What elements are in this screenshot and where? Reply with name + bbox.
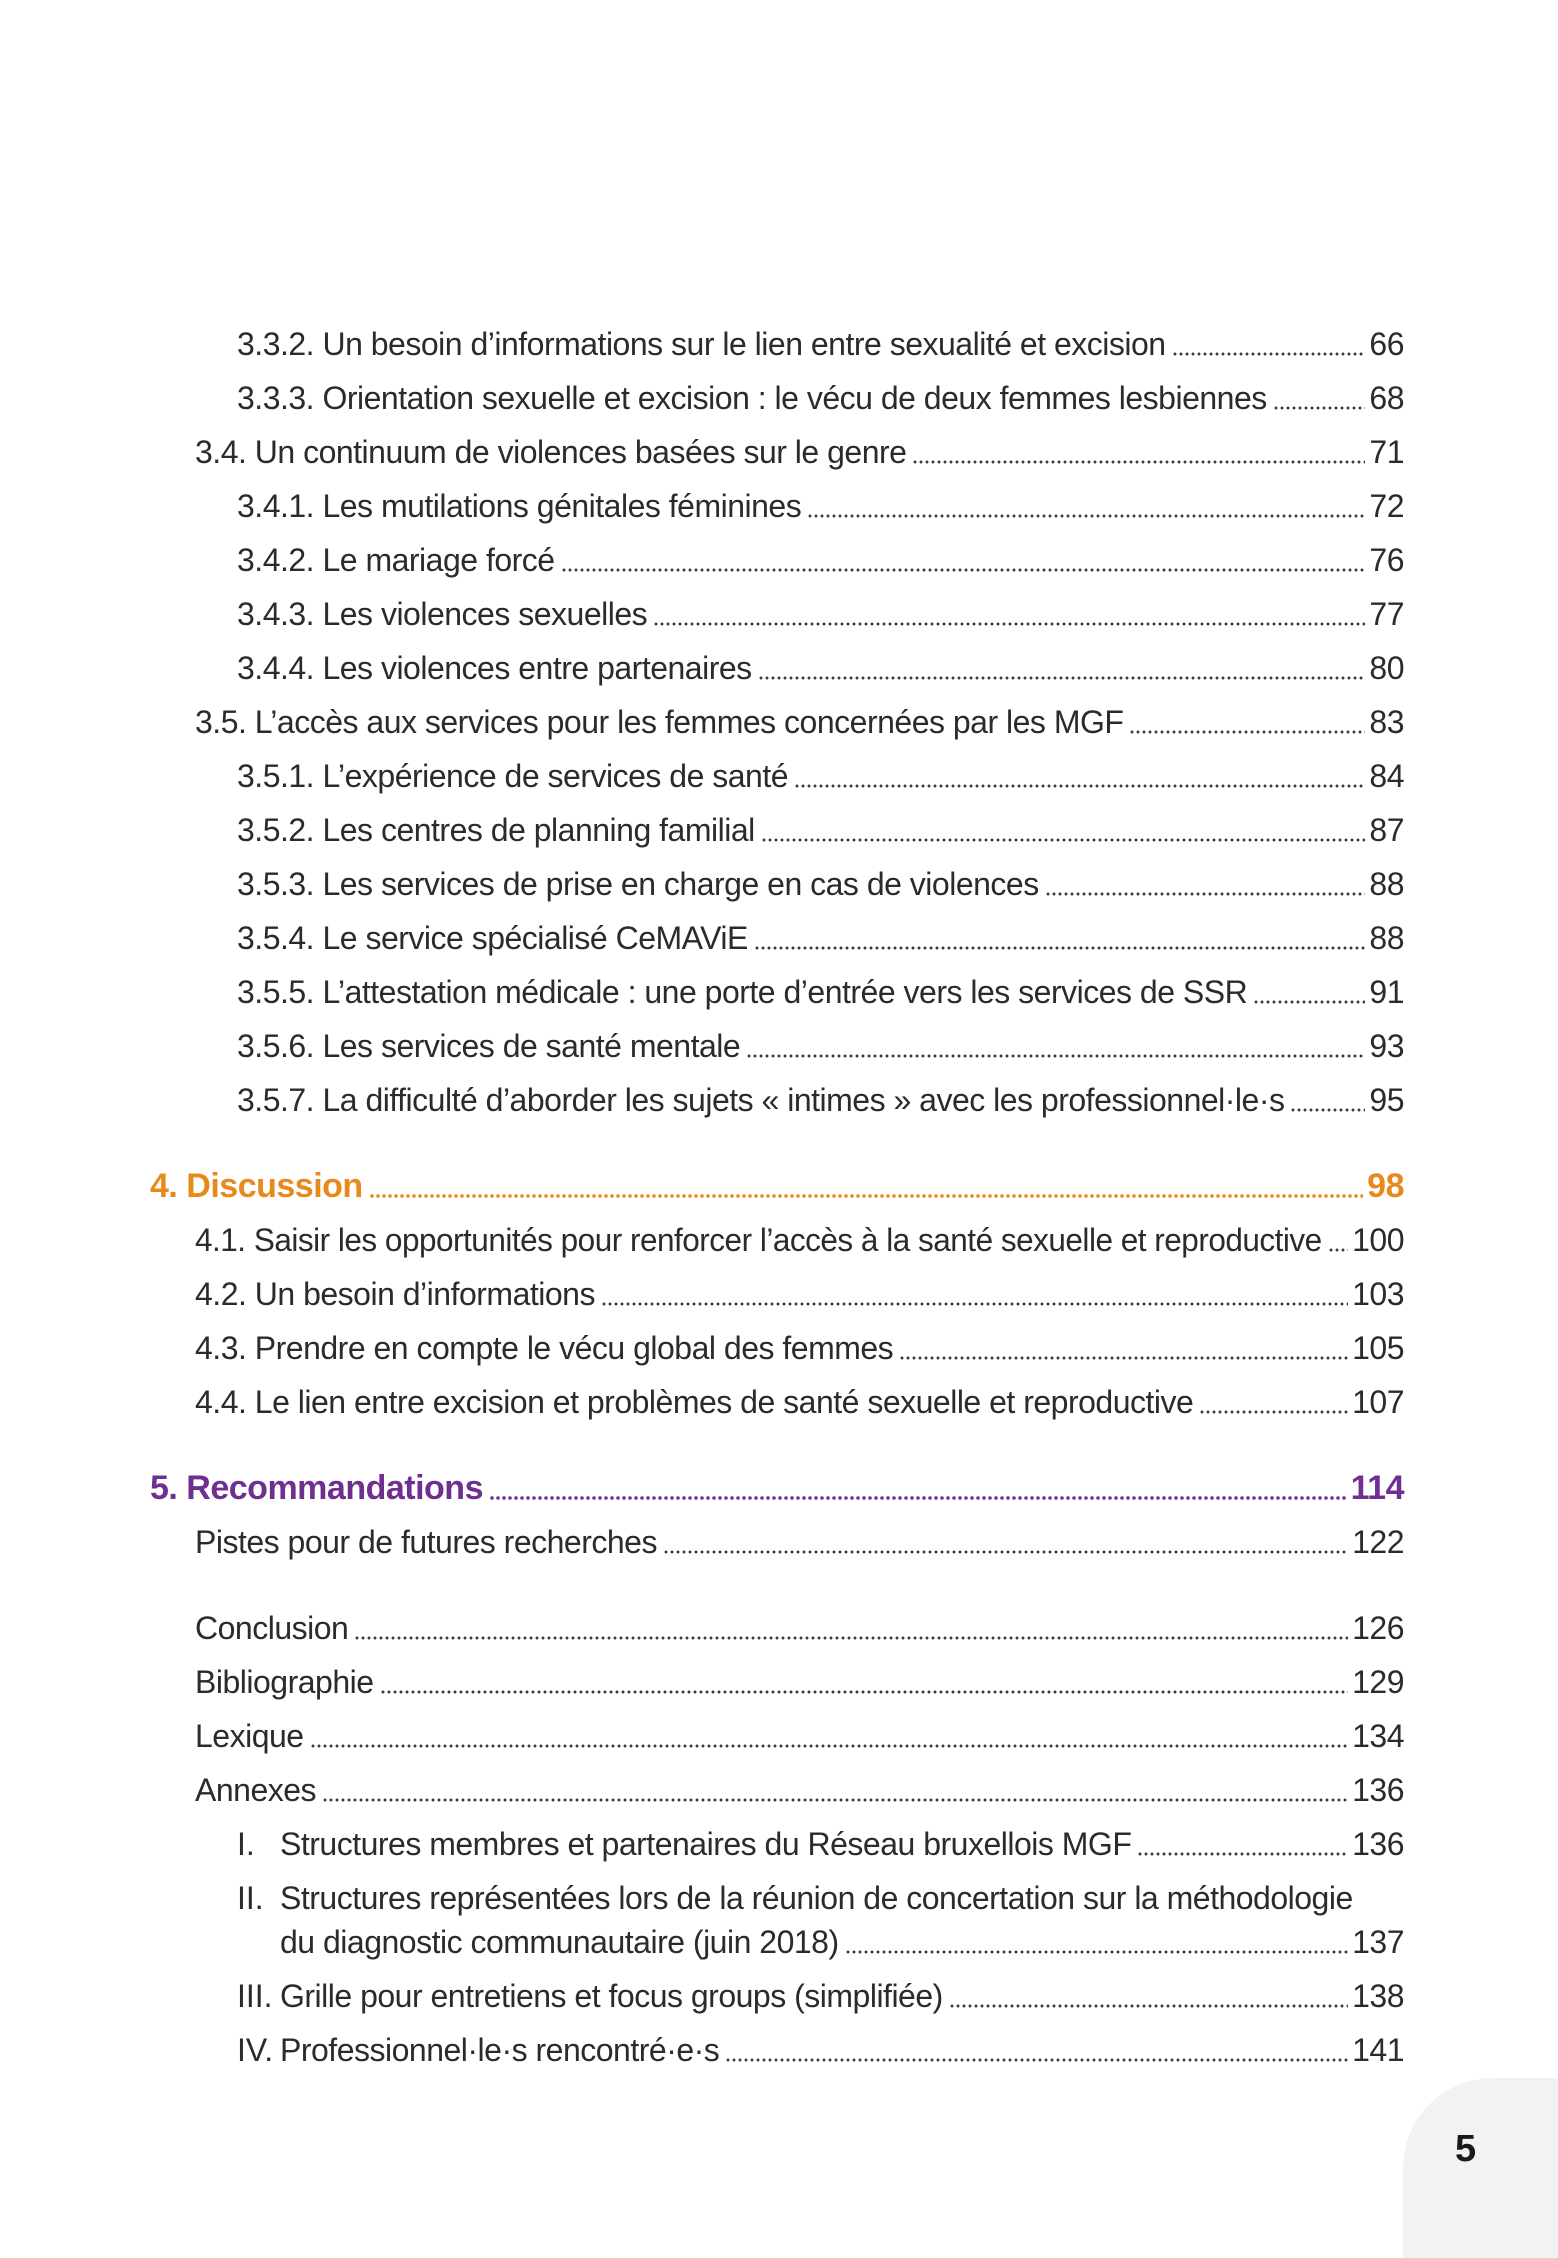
annex-entry[interactable] — [280, 1912, 1404, 1962]
dot-leader — [754, 945, 1366, 951]
toc-entry[interactable] — [195, 1760, 1404, 1810]
toc-entry-label: 3.4.4. Les violences entre partenaires — [237, 650, 752, 686]
dot-leader — [1253, 999, 1365, 1005]
toc-entry[interactable] — [195, 1652, 1404, 1702]
dot-leader — [758, 675, 1366, 681]
dot-leader — [561, 567, 1366, 573]
toc-entry-page: 80 — [1369, 650, 1404, 686]
annex-numeral: II. — [237, 1880, 264, 1916]
dot-leader — [322, 1797, 1348, 1803]
toc-entry-page: 100 — [1352, 1222, 1404, 1258]
toc-entry-label: 3.5.7. La difficulté d’aborder les sujets « intimes » avec les professionnel·le·s — [237, 1082, 1285, 1118]
toc-entry[interactable] — [237, 638, 1404, 688]
toc-entry-label: Annexes — [195, 1772, 317, 1808]
toc-entry-page: 87 — [1369, 812, 1404, 848]
toc-chapter-page: 114 — [1350, 1469, 1404, 1507]
dot-leader — [601, 1301, 1348, 1307]
annex-page: 141 — [1352, 2032, 1404, 2068]
dot-leader — [369, 1193, 1363, 1199]
annex-label[interactable]: Structures représentées lors de la réunion de concertation sur la méthodologie — [280, 1880, 1353, 1916]
toc-entry-page: 71 — [1369, 434, 1404, 470]
annex-page: 137 — [1352, 1924, 1404, 1960]
annex-numeral: I. — [237, 1826, 255, 1862]
toc-entry-page: 136 — [1352, 1772, 1404, 1808]
toc-entry-label: 3.5. L’accès aux services pour les femmes concernées par les MGF — [195, 704, 1124, 740]
dot-leader — [1199, 1409, 1348, 1415]
toc-entry-page: 105 — [1352, 1330, 1404, 1366]
toc-entry-label: 3.5.6. Les services de santé mentale — [237, 1028, 741, 1064]
toc-entry-page: 68 — [1369, 380, 1404, 416]
annex-page: 138 — [1352, 1978, 1404, 2014]
dot-leader — [489, 1495, 1347, 1501]
toc-entry-page: 91 — [1369, 974, 1404, 1010]
toc-entry-page: 76 — [1369, 542, 1404, 578]
toc-chapter-label: 5. Recommandations — [150, 1469, 483, 1507]
toc-entry-page: 103 — [1352, 1276, 1404, 1312]
toc-entry-label: 3.5.3. Les services de prise en charge en cas de violences — [237, 866, 1039, 902]
toc-entry-page: 134 — [1352, 1718, 1404, 1754]
toc-entry-page: 66 — [1369, 326, 1404, 362]
toc-entry-page: 107 — [1352, 1384, 1404, 1420]
toc-chapter-label: 4. Discussion — [150, 1167, 363, 1205]
toc-chapter-page: 98 — [1367, 1167, 1404, 1205]
toc-entry-label: 3.4.2. Le mariage forcé — [237, 542, 555, 578]
dot-leader — [310, 1743, 1349, 1749]
dot-leader — [1328, 1247, 1348, 1253]
dot-leader — [845, 1949, 1349, 1955]
toc-entry-label: 3.3.2. Un besoin d’informations sur le lien entre sexualité et excision — [237, 326, 1166, 362]
toc-entry-label: 4.1. Saisir les opportunités pour renforcer l’accès à la santé sexuelle et reproductive — [195, 1222, 1322, 1258]
annex-label: Grille pour entretiens et focus groups (simplifiée) — [280, 1978, 943, 2014]
annex-entry[interactable] — [280, 2020, 1404, 2070]
toc-entry-label: 3.5.4. Le service spécialisé CeMAViE — [237, 920, 748, 956]
toc-entry[interactable] — [195, 1372, 1404, 1422]
toc-entry-page: 72 — [1369, 488, 1404, 524]
annex-numeral: IV. — [237, 2032, 274, 2068]
toc-entry-label: 3.5.2. Les centres de planning familial — [237, 812, 755, 848]
dot-leader — [794, 783, 1365, 789]
dot-leader — [746, 1053, 1365, 1059]
toc-entry-page: 129 — [1352, 1664, 1404, 1700]
toc-entry[interactable] — [237, 314, 1404, 364]
toc-entry-label: 3.4.1. Les mutilations génitales féminines — [237, 488, 802, 524]
dot-leader — [1290, 1107, 1365, 1113]
annex-entry[interactable] — [280, 1814, 1404, 1864]
toc-entry-label: 4.4. Le lien entre excision et problèmes de santé sexuelle et reproductive — [195, 1384, 1194, 1420]
page-number: 5 — [1455, 2128, 1477, 2170]
annex-page: 136 — [1352, 1826, 1404, 1862]
dot-leader — [1172, 351, 1366, 357]
toc-entry[interactable] — [195, 1318, 1404, 1368]
toc-entry[interactable] — [195, 1512, 1404, 1562]
toc-entry[interactable] — [237, 800, 1404, 850]
toc-entry-page: 122 — [1352, 1524, 1404, 1560]
dot-leader — [1045, 891, 1366, 897]
toc-chapter-recommandations[interactable] — [150, 1458, 1404, 1508]
toc-entry[interactable] — [195, 1598, 1404, 1648]
toc-entry-label: 3.3.3. Orientation sexuelle et excision : le vécu de deux femmes lesbiennes — [237, 380, 1267, 416]
toc-entry[interactable] — [195, 1210, 1404, 1260]
dot-leader — [380, 1689, 1349, 1695]
toc-entry-label: 3.4.3. Les violences sexuelles — [237, 596, 648, 632]
toc-entry[interactable] — [195, 1264, 1404, 1314]
toc-entry-label: Bibliographie — [195, 1664, 374, 1700]
toc-entry-page: 93 — [1369, 1028, 1404, 1064]
toc-entry[interactable] — [237, 1070, 1404, 1120]
annex-label: Structures membres et partenaires du Réseau bruxellois MGF — [280, 1826, 1132, 1862]
toc-entry-label: Conclusion — [195, 1610, 349, 1646]
toc-entry[interactable] — [237, 1016, 1404, 1066]
toc-entry-page: 88 — [1369, 920, 1404, 956]
dot-leader — [1273, 405, 1366, 411]
toc-entry-label: 4.3. Prendre en compte le vécu global des femmes — [195, 1330, 894, 1366]
toc-entry-page: 88 — [1369, 866, 1404, 902]
annex-entry[interactable] — [280, 1966, 1404, 2016]
toc-entry[interactable] — [237, 746, 1404, 796]
dot-leader — [1137, 1851, 1348, 1857]
toc-entry[interactable] — [237, 476, 1404, 526]
dot-leader — [807, 513, 1365, 519]
toc-entry-page: 95 — [1369, 1082, 1404, 1118]
toc-entry[interactable] — [237, 368, 1404, 418]
toc-entry[interactable] — [237, 908, 1404, 958]
toc-entry-label: Pistes pour de futures recherches — [195, 1524, 657, 1560]
annex-numeral: III. — [237, 1978, 273, 2014]
toc-entry[interactable] — [195, 1706, 1404, 1756]
dot-leader — [899, 1355, 1348, 1361]
toc-entry[interactable] — [237, 584, 1404, 634]
toc-entry[interactable] — [195, 692, 1404, 742]
toc-entry-page: 126 — [1352, 1610, 1404, 1646]
dot-leader — [663, 1549, 1348, 1555]
toc-entry-label: 4.2. Un besoin d’informations — [195, 1276, 595, 1312]
toc-entry[interactable] — [195, 422, 1404, 472]
toc-chapter-discussion[interactable] — [150, 1156, 1404, 1206]
toc-entry-page: 83 — [1369, 704, 1404, 740]
annex-label: Professionnel·le·s rencontré·e·s — [280, 2032, 720, 2068]
toc-entry[interactable] — [237, 962, 1404, 1012]
toc-entry[interactable] — [237, 854, 1404, 904]
annex-label-continuation: du diagnostic communautaire (juin 2018) — [280, 1924, 839, 1960]
toc-entry-label: 3.5.5. L’attestation médicale : une porte d’entrée vers les services de SSR — [237, 974, 1248, 1010]
toc-entry-label: 3.5.1. L’expérience de services de santé — [237, 758, 789, 794]
dot-leader — [354, 1635, 1348, 1641]
toc-entry-label: 3.4. Un continuum de violences basées sur le genre — [195, 434, 907, 470]
dot-leader — [761, 837, 1366, 843]
dot-leader — [949, 2003, 1348, 2009]
toc-entry[interactable] — [237, 530, 1404, 580]
toc-entry-label: Lexique — [195, 1718, 304, 1754]
dot-leader — [653, 621, 1365, 627]
dot-leader — [912, 459, 1365, 465]
toc-entry-page: 84 — [1369, 758, 1404, 794]
dot-leader — [725, 2057, 1348, 2063]
dot-leader — [1129, 729, 1365, 735]
toc-entry-page: 77 — [1369, 596, 1404, 632]
